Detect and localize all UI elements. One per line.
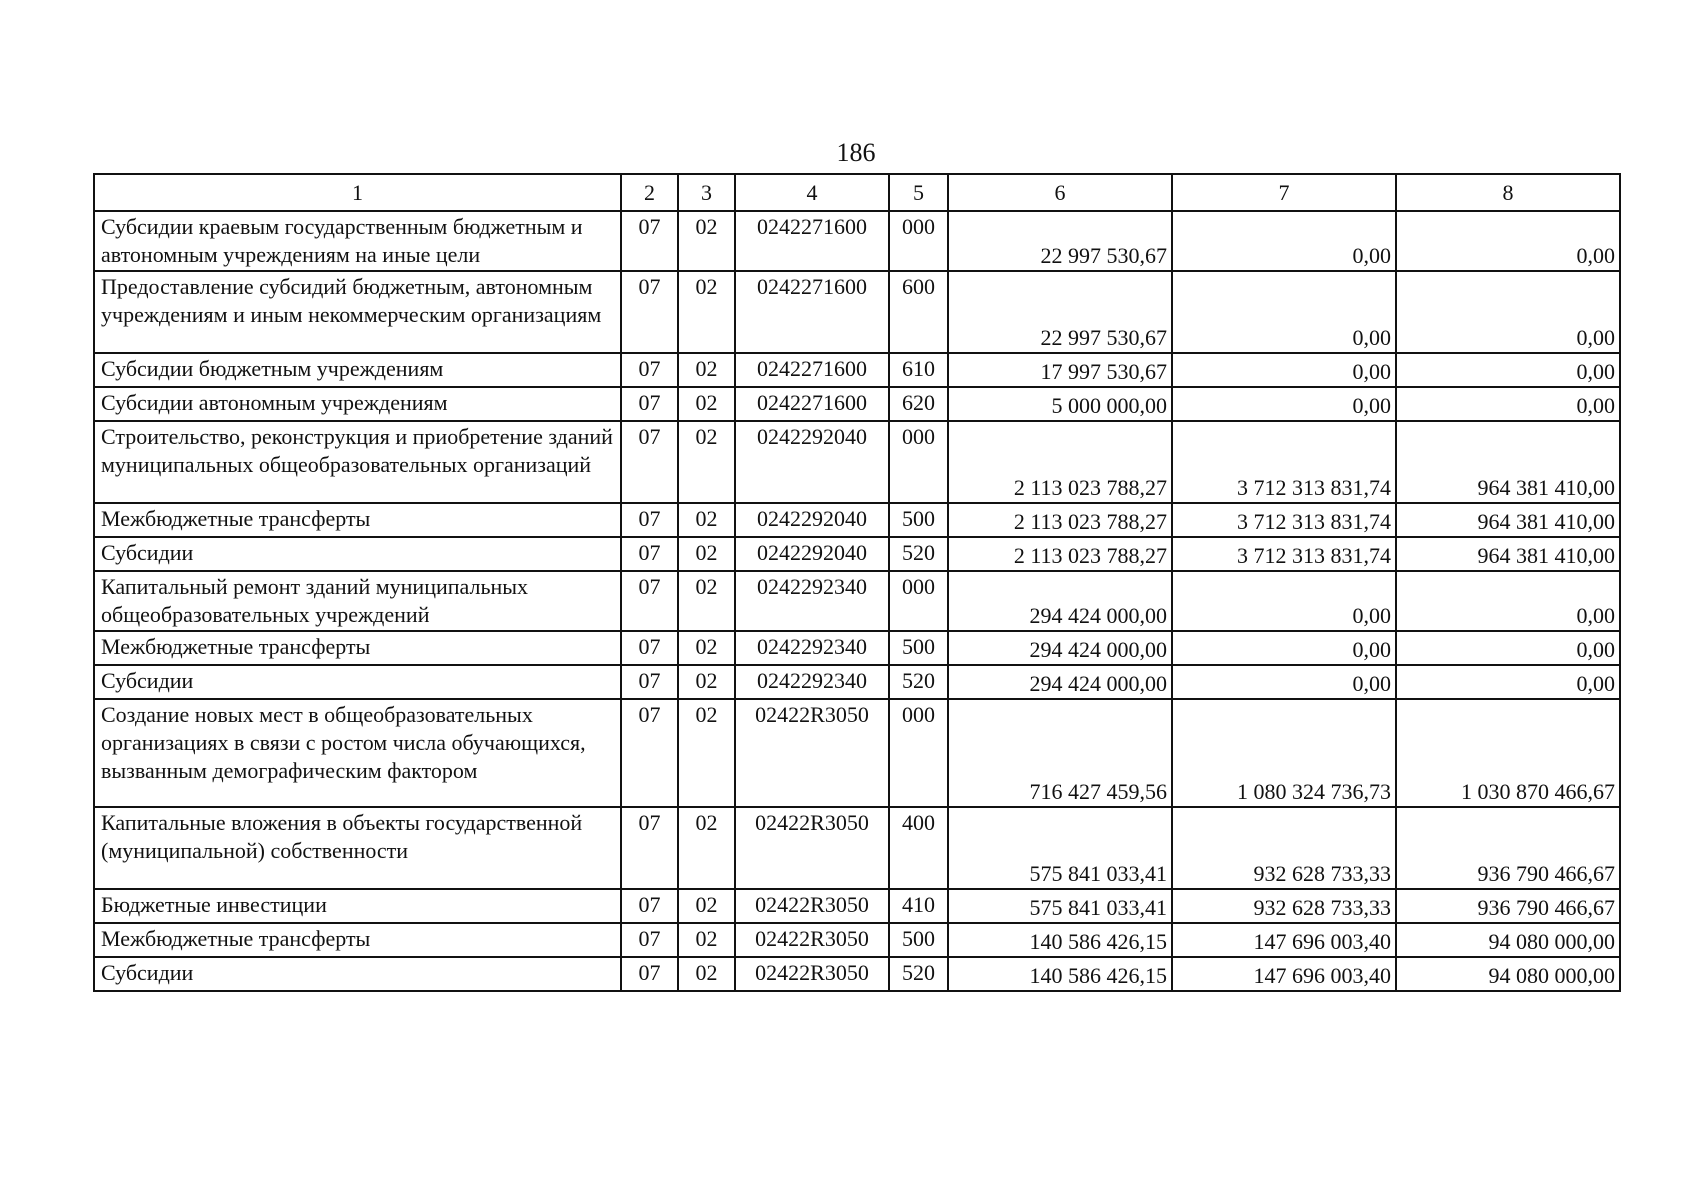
subsection-code-cell: 02 (678, 387, 735, 421)
row-name-cell: Субсидии бюджетным учреждениям (94, 353, 621, 387)
amount-col8-cell: 94 080 000,00 (1396, 923, 1620, 957)
subsection-code-cell: 02 (678, 807, 735, 889)
amount-col8-cell: 94 080 000,00 (1396, 957, 1620, 991)
header-cell: 6 (948, 174, 1172, 211)
expense-type-cell: 520 (889, 957, 948, 991)
header-cell: 2 (621, 174, 678, 211)
expense-type-cell: 000 (889, 571, 948, 631)
subsection-code-cell: 02 (678, 537, 735, 571)
row-name-cell: Межбюджетные трансферты (94, 503, 621, 537)
table-row (94, 503, 1620, 537)
amount-col8-cell: 1 030 870 466,67 (1396, 699, 1620, 807)
target-article-cell: 0242292040 (735, 537, 889, 571)
amount-col8-cell: 0,00 (1396, 353, 1620, 387)
amount-col6-cell: 22 997 530,67 (948, 271, 1172, 353)
table-row (94, 923, 1620, 957)
row-name-cell: Межбюджетные трансферты (94, 923, 621, 957)
section-code-cell: 07 (621, 387, 678, 421)
section-code-cell: 07 (621, 807, 678, 889)
amount-col7-cell: 0,00 (1172, 571, 1396, 631)
target-article-cell: 0242292040 (735, 421, 889, 503)
amount-col6-cell: 5 000 000,00 (948, 387, 1172, 421)
amount-col6-cell: 294 424 000,00 (948, 571, 1172, 631)
subsection-code-cell: 02 (678, 699, 735, 807)
section-code-cell: 07 (621, 211, 678, 271)
expense-type-cell: 520 (889, 665, 948, 699)
amount-col7-cell: 147 696 003,40 (1172, 957, 1396, 991)
amount-col7-cell: 3 712 313 831,74 (1172, 537, 1396, 571)
target-article-cell: 0242292340 (735, 631, 889, 665)
expense-type-cell: 600 (889, 271, 948, 353)
amount-col7-cell: 0,00 (1172, 387, 1396, 421)
table-row (94, 571, 1620, 631)
amount-col7-cell: 0,00 (1172, 353, 1396, 387)
table-row (94, 353, 1620, 387)
row-name-cell: Капитальные вложения в объекты государственной (муниципальной) собственности (94, 807, 621, 889)
expense-type-cell: 500 (889, 503, 948, 537)
row-name-cell: Субсидии автономным учреждениям (94, 387, 621, 421)
target-article-cell: 02422R3050 (735, 957, 889, 991)
amount-col6-cell: 294 424 000,00 (948, 631, 1172, 665)
target-article-cell: 0242271600 (735, 271, 889, 353)
table-row (94, 631, 1620, 665)
amount-col8-cell: 936 790 466,67 (1396, 889, 1620, 923)
amount-col8-cell: 0,00 (1396, 271, 1620, 353)
amount-col7-cell: 0,00 (1172, 631, 1396, 665)
target-article-cell: 0242271600 (735, 211, 889, 271)
expense-type-cell: 410 (889, 889, 948, 923)
header-cell: 4 (735, 174, 889, 211)
header-row (94, 174, 1620, 211)
target-article-cell: 0242292340 (735, 571, 889, 631)
subsection-code-cell: 02 (678, 957, 735, 991)
amount-col6-cell: 575 841 033,41 (948, 889, 1172, 923)
subsection-code-cell: 02 (678, 571, 735, 631)
expense-type-cell: 000 (889, 699, 948, 807)
amount-col6-cell: 140 586 426,15 (948, 923, 1172, 957)
amount-col7-cell: 0,00 (1172, 271, 1396, 353)
amount-col6-cell: 575 841 033,41 (948, 807, 1172, 889)
amount-col7-cell: 3 712 313 831,74 (1172, 421, 1396, 503)
table-row (94, 665, 1620, 699)
header-cell: 3 (678, 174, 735, 211)
amount-col7-cell: 0,00 (1172, 211, 1396, 271)
target-article-cell: 0242271600 (735, 387, 889, 421)
header-cell: 1 (94, 174, 621, 211)
section-code-cell: 07 (621, 923, 678, 957)
header-cell: 5 (889, 174, 948, 211)
header-cell: 8 (1396, 174, 1620, 211)
row-name-cell: Субсидии (94, 665, 621, 699)
subsection-code-cell: 02 (678, 211, 735, 271)
subsection-code-cell: 02 (678, 631, 735, 665)
section-code-cell: 07 (621, 353, 678, 387)
subsection-code-cell: 02 (678, 665, 735, 699)
table-row (94, 537, 1620, 571)
row-name-cell: Капитальный ремонт зданий муниципальных общеобразовательных учреждений (94, 571, 621, 631)
amount-col8-cell: 0,00 (1396, 211, 1620, 271)
subsection-code-cell: 02 (678, 421, 735, 503)
subsection-code-cell: 02 (678, 271, 735, 353)
amount-col6-cell: 22 997 530,67 (948, 211, 1172, 271)
table-row (94, 271, 1620, 353)
amount-col6-cell: 2 113 023 788,27 (948, 503, 1172, 537)
budget-table (93, 173, 1621, 992)
expense-type-cell: 000 (889, 211, 948, 271)
section-code-cell: 07 (621, 889, 678, 923)
section-code-cell: 07 (621, 537, 678, 571)
section-code-cell: 07 (621, 571, 678, 631)
expense-type-cell: 520 (889, 537, 948, 571)
expense-type-cell: 620 (889, 387, 948, 421)
header-cell: 7 (1172, 174, 1396, 211)
expense-type-cell: 610 (889, 353, 948, 387)
section-code-cell: 07 (621, 421, 678, 503)
target-article-cell: 02422R3050 (735, 699, 889, 807)
amount-col6-cell: 294 424 000,00 (948, 665, 1172, 699)
amount-col8-cell: 0,00 (1396, 665, 1620, 699)
subsection-code-cell: 02 (678, 923, 735, 957)
target-article-cell: 02422R3050 (735, 889, 889, 923)
row-name-cell: Субсидии краевым государственным бюджетным и автономным учреждениям на иные цели (94, 211, 621, 271)
subsection-code-cell: 02 (678, 503, 735, 537)
section-code-cell: 07 (621, 631, 678, 665)
target-article-cell: 0242292340 (735, 665, 889, 699)
amount-col6-cell: 17 997 530,67 (948, 353, 1172, 387)
expense-type-cell: 000 (889, 421, 948, 503)
amount-col8-cell: 964 381 410,00 (1396, 421, 1620, 503)
amount-col8-cell: 0,00 (1396, 631, 1620, 665)
page-number: 186 (836, 138, 876, 167)
target-article-cell: 0242292040 (735, 503, 889, 537)
row-name-cell: Создание новых мест в общеобразовательных организациях в связи с ростом числа обучающихся, вызванным демографическим фактором (94, 699, 621, 807)
subsection-code-cell: 02 (678, 353, 735, 387)
table-row (94, 957, 1620, 991)
table-row (94, 807, 1620, 889)
amount-col7-cell: 3 712 313 831,74 (1172, 503, 1396, 537)
section-code-cell: 07 (621, 503, 678, 537)
amount-col7-cell: 932 628 733,33 (1172, 807, 1396, 889)
expense-type-cell: 500 (889, 923, 948, 957)
table-row (94, 699, 1620, 807)
section-code-cell: 07 (621, 271, 678, 353)
expense-type-cell: 400 (889, 807, 948, 889)
amount-col7-cell: 147 696 003,40 (1172, 923, 1396, 957)
table-row (94, 211, 1620, 271)
row-name-cell: Бюджетные инвестиции (94, 889, 621, 923)
amount-col8-cell: 0,00 (1396, 571, 1620, 631)
amount-col6-cell: 2 113 023 788,27 (948, 421, 1172, 503)
target-article-cell: 02422R3050 (735, 923, 889, 957)
row-name-cell: Субсидии (94, 537, 621, 571)
amount-col8-cell: 936 790 466,67 (1396, 807, 1620, 889)
amount-col8-cell: 0,00 (1396, 387, 1620, 421)
amount-col8-cell: 964 381 410,00 (1396, 537, 1620, 571)
table-row (94, 421, 1620, 503)
row-name-cell: Строительство, реконструкция и приобретение зданий муниципальных общеобразовательных организаций (94, 421, 621, 503)
amount-col8-cell: 964 381 410,00 (1396, 503, 1620, 537)
subsection-code-cell: 02 (678, 889, 735, 923)
target-article-cell: 02422R3050 (735, 807, 889, 889)
table-row (94, 387, 1620, 421)
section-code-cell: 07 (621, 957, 678, 991)
section-code-cell: 07 (621, 665, 678, 699)
target-article-cell: 0242271600 (735, 353, 889, 387)
row-name-cell: Предоставление субсидий бюджетным, автономным учреждениям и иным некоммерческим организациям (94, 271, 621, 353)
table-row (94, 889, 1620, 923)
amount-col7-cell: 1 080 324 736,73 (1172, 699, 1396, 807)
row-name-cell: Межбюджетные трансферты (94, 631, 621, 665)
amount-col6-cell: 140 586 426,15 (948, 957, 1172, 991)
amount-col6-cell: 716 427 459,56 (948, 699, 1172, 807)
row-name-cell: Субсидии (94, 957, 621, 991)
table-body (94, 211, 1620, 991)
amount-col7-cell: 0,00 (1172, 665, 1396, 699)
amount-col6-cell: 2 113 023 788,27 (948, 537, 1172, 571)
section-code-cell: 07 (621, 699, 678, 807)
expense-type-cell: 500 (889, 631, 948, 665)
amount-col7-cell: 932 628 733,33 (1172, 889, 1396, 923)
